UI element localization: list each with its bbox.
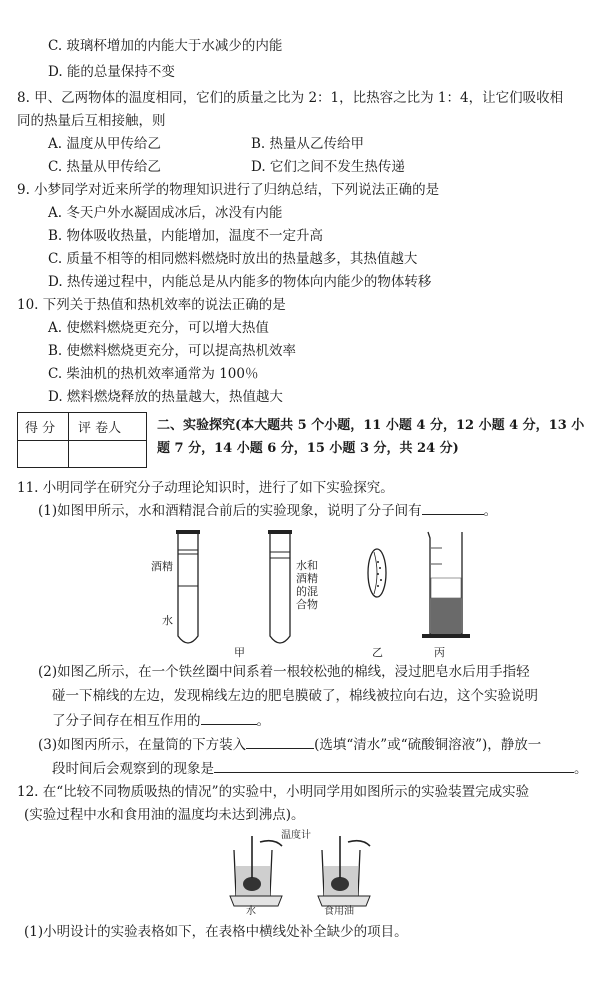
label-mix-2: 酒精 bbox=[296, 572, 318, 585]
test-tube-before-icon bbox=[176, 530, 200, 643]
label-beaker-oil: 食用油 bbox=[324, 906, 354, 917]
option-7c: C. 玻璃杯增加的内能大于水减少的内能 bbox=[48, 38, 283, 54]
option-10c: C. 柴油机的热机效率通常为 100％ bbox=[48, 366, 259, 382]
graduated-cylinder-icon bbox=[422, 532, 470, 638]
question-11-part2-end: 。 bbox=[256, 713, 270, 729]
answer-blank-11-2[interactable] bbox=[201, 710, 257, 725]
option-8a: A. 温度从甲传给乙 bbox=[48, 136, 161, 152]
option-10b: B. 使燃料燃烧更充分，可以提高热机效率 bbox=[48, 343, 297, 359]
label-beaker-water: 水 bbox=[246, 906, 256, 917]
question-11-part3-text2: 段时间后会观察到的现象是 bbox=[52, 761, 214, 777]
question-11-part2-line1: (2)如图乙所示，在一个铁丝圈中间系着一根较松弛的棉线，浸过肥皂水后用手指轻 bbox=[38, 664, 530, 680]
option-7d: D. 能的总量保持不变 bbox=[48, 64, 175, 80]
beaker-oil-icon bbox=[318, 836, 370, 906]
question-11-part2-line3 bbox=[52, 710, 270, 731]
question-11-part2-line2: 碰一下棉线的左边，发现棉线左边的肥皂膜破了，棉线被拉向右边，这个实验说明 bbox=[52, 688, 538, 704]
question-11-part3-line2 bbox=[52, 758, 588, 779]
answer-blank-11-3b[interactable] bbox=[214, 758, 574, 773]
question-9: 9. 小梦同学对近来所学的物理知识进行了归纳总结，下列说法正确的是 bbox=[17, 182, 440, 198]
question-12-line2: (实验过程中水和食用油的温度均未达到沸点)。 bbox=[24, 807, 305, 823]
label-yi: 乙 bbox=[372, 646, 383, 659]
label-thermometer: 温度计 bbox=[281, 830, 311, 841]
question-12-line1: 12. 在“比较不同物质吸热的情况”的实验中，小明同学用如图所示的实验装置完成实验 bbox=[17, 784, 530, 800]
option-8b: B. 热量从乙传给甲 bbox=[251, 136, 365, 152]
option-9a: A. 冬天户外水凝固成冰后，冰没有内能 bbox=[48, 205, 283, 221]
label-bing: 丙 bbox=[434, 646, 445, 659]
answer-blank-11-1[interactable] bbox=[422, 500, 484, 515]
option-10a: A. 使燃料燃烧更充分，可以增大热值 bbox=[48, 320, 269, 336]
question-8-line1: 8. 甲、乙两物体的温度相同，它们的质量之比为 2：1，比热容之比为 1：4，让它们吸收相 bbox=[17, 90, 564, 106]
question-11-part2-text: 了分子间存在相互作用的 bbox=[52, 713, 201, 729]
question-11-part3-note: (选填“清水”或“硫酸铜溶液”)，静放一 bbox=[314, 737, 542, 753]
question-10: 10. 下列关于热值和热机效率的说法正确的是 bbox=[17, 297, 286, 313]
label-mix-1: 水和 bbox=[296, 559, 318, 572]
score-box bbox=[17, 412, 147, 468]
score-divider bbox=[68, 413, 69, 467]
option-8c: C. 热量从甲传给乙 bbox=[48, 159, 161, 175]
question-11-part1-text: (1)如图甲所示，水和酒精混合前后的实验现象，说明了分子间有 bbox=[38, 503, 422, 519]
option-9b: B. 物体吸收热量，内能增加，温度不一定升高 bbox=[48, 228, 324, 244]
score-label: 得 分 bbox=[25, 421, 56, 436]
answer-blank-11-3a[interactable] bbox=[246, 734, 314, 749]
label-mix-3: 的混 bbox=[296, 585, 318, 598]
option-9d: D. 热传递过程中，内能总是从内能多的物体向内能少的物体转移 bbox=[48, 274, 432, 290]
wire-loop-icon bbox=[368, 549, 386, 597]
question-11-part3-text: (3)如图丙所示，在量筒的下方装入 bbox=[38, 737, 247, 753]
score-row-header bbox=[18, 413, 146, 441]
option-9c: C. 质量不相等的相同燃料燃烧时放出的热量越多，其热值越大 bbox=[48, 251, 418, 267]
score-row-blank bbox=[18, 440, 146, 467]
question-11-part1 bbox=[38, 500, 497, 521]
question-11-part1-end: 。 bbox=[483, 503, 498, 519]
question-12-part1: (1)小明设计的实验表格如下，在表格中横线处补全缺少的项目。 bbox=[24, 924, 408, 940]
label-water: 水 bbox=[162, 614, 173, 627]
question-11-part3-end: 。 bbox=[574, 761, 588, 777]
grader-label: 评 卷人 bbox=[78, 421, 122, 436]
label-jia: 甲 bbox=[234, 646, 245, 659]
option-10d: D. 燃料燃烧释放的热量越大，热值越大 bbox=[48, 389, 283, 405]
label-alcohol: 酒精 bbox=[151, 560, 173, 573]
section-2-heading-line1: 二、实验探究(本大题共 5 个小题，11 小题 4 分，12 小题 4 分，13 小 bbox=[157, 418, 585, 433]
question-8-line2: 同的热量后互相接触，则 bbox=[17, 113, 166, 129]
test-tube-after-icon bbox=[268, 530, 292, 643]
label-mix-4: 合物 bbox=[296, 598, 318, 611]
beaker-water-icon bbox=[230, 836, 282, 906]
option-8d: D. 它们之间不发生热传递 bbox=[251, 159, 405, 175]
question-11: 11. 小明同学在研究分子动理论知识时，进行了如下实验探究。 bbox=[17, 480, 394, 496]
question-11-part3-line1 bbox=[38, 734, 541, 755]
section-2-heading-line2: 题 7 分，14 小题 6 分，15 小题 3 分，共 24 分) bbox=[157, 441, 459, 456]
figure-jia-yi-bing bbox=[140, 528, 500, 658]
